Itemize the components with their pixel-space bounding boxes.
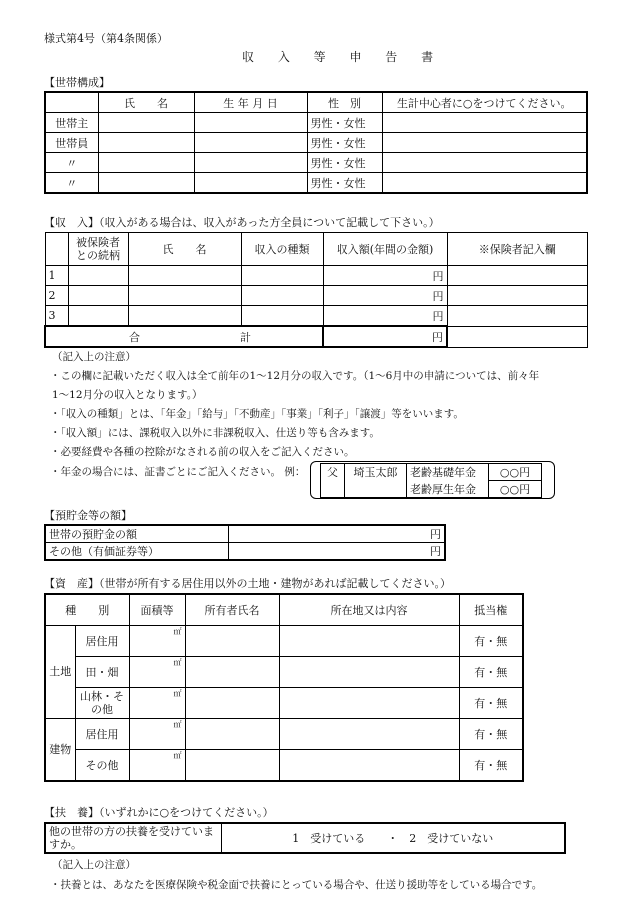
other-assets-label: その他（有価証券等） [45, 543, 228, 561]
header-gender: 性 別 [307, 92, 382, 113]
household-header-row [45, 92, 587, 113]
relationship-field[interactable] [68, 286, 128, 306]
household-table [44, 91, 588, 194]
insurer-field [447, 306, 588, 327]
area-field[interactable]: ㎡ [129, 719, 185, 750]
rel-cell: 世帯員 [45, 133, 98, 153]
table-row [45, 543, 445, 561]
header-name: 氏 名 [128, 233, 241, 266]
birth-field[interactable] [194, 113, 307, 133]
relationship-field[interactable] [68, 306, 128, 327]
header-insurer-column: ※保険者記入欄 [447, 233, 588, 266]
note-line: 1～12月分の収入となります。） [52, 389, 203, 401]
example-amount-2: ○○円 [489, 481, 542, 498]
birth-field[interactable] [194, 153, 307, 173]
asset-type: 山林・その他 [75, 688, 129, 719]
assets-heading [44, 575, 451, 591]
birth-field[interactable] [194, 133, 307, 153]
income-amount-field[interactable]: 円 [323, 306, 447, 327]
table-row [45, 657, 523, 688]
table-row [45, 266, 588, 286]
name-field[interactable] [98, 153, 194, 173]
income-heading-label: 【収 入】 [44, 216, 99, 229]
location-field[interactable] [279, 657, 459, 688]
income-type-field[interactable] [241, 286, 323, 306]
header-type: 種 別 [45, 594, 129, 626]
asset-type: 居住用 [75, 626, 129, 657]
name-field[interactable] [128, 286, 241, 306]
note-line: ・「収入額」には、課税収入以外に非課税収入、仕送り等も含みます。 [50, 427, 380, 439]
header-income-amount: 収入額(年間の金額) [323, 233, 447, 266]
header-relationship: 被保険者との続柄 [68, 233, 128, 266]
gender-choice[interactable]: 男性・女性 [307, 133, 382, 153]
note-line: ・「収入の種類」とは、「年金」「給与」「不動産」「事業」「利子」「譲渡」等をいいます。 [50, 408, 464, 420]
savings-heading: 【預貯金等の額】 [44, 509, 132, 522]
table-row [45, 525, 445, 543]
pension-example [320, 463, 542, 498]
total-label [45, 326, 323, 347]
name-field[interactable] [98, 173, 194, 194]
area-field[interactable]: ㎡ [129, 626, 185, 657]
note-line: ・年金の場合には、証書ごとにご記入ください。 例： [50, 466, 306, 478]
name-field[interactable] [98, 133, 194, 153]
asset-type: 田・畑 [75, 657, 129, 688]
income-header-row [45, 233, 588, 266]
mortgage-choice[interactable]: 有・無 [459, 688, 523, 719]
note-line: ・必要経費や各種の控除がなされる前の収入をご記入ください。 [50, 446, 355, 458]
income-table [44, 232, 588, 348]
location-field[interactable] [279, 750, 459, 782]
example-pension-2: 老齢厚生年金 [407, 481, 489, 498]
head-mark-field[interactable] [382, 153, 587, 173]
gender-choice[interactable]: 男性・女性 [307, 113, 382, 133]
total-row [45, 326, 588, 347]
notes-heading: （記入上の注意） [52, 859, 136, 871]
header-mortgage: 抵当権 [459, 594, 523, 626]
head-mark-field[interactable] [382, 113, 587, 133]
row-number: 1 [45, 266, 68, 286]
assets-header-row [45, 594, 523, 626]
building-label: 建物 [45, 719, 75, 782]
rel-cell: 〃 [45, 173, 98, 194]
support-heading-note: （いずれかに○をつけてください。） [99, 806, 274, 819]
gender-choice[interactable]: 男性・女性 [307, 173, 382, 194]
location-field[interactable] [279, 626, 459, 657]
support-choice[interactable]: 1 受けている ・ 2 受けていない [221, 823, 565, 853]
owner-field[interactable] [185, 750, 279, 782]
area-field[interactable]: ㎡ [129, 657, 185, 688]
rel-cell: 〃 [45, 153, 98, 173]
income-type-field[interactable] [241, 266, 323, 286]
table-row [45, 750, 523, 782]
total-label-2: 計 [240, 330, 251, 344]
insurer-field [447, 286, 588, 306]
asset-type: 居住用 [75, 719, 129, 750]
savings-label: 世帯の預貯金の額 [45, 525, 228, 543]
note-line: ・扶養とは、あなたを医療保険や税金面で扶養にとっている場合や、仕送り援助等をしている場合です。 [50, 879, 543, 891]
head-mark-field[interactable] [382, 173, 587, 194]
owner-field[interactable] [185, 657, 279, 688]
support-heading-label: 【扶 養】 [44, 806, 99, 819]
assets-heading-label: 【資 産】 [44, 577, 99, 590]
mortgage-choice[interactable]: 有・無 [459, 750, 523, 782]
owner-field[interactable] [185, 626, 279, 657]
savings-table [44, 524, 446, 561]
income-amount-field[interactable]: 円 [323, 266, 447, 286]
land-label: 土地 [45, 626, 75, 719]
assets-heading-note: （世帯が所有する居住用以外の土地・建物があれば記載してください。） [99, 577, 451, 590]
location-field[interactable] [279, 688, 459, 719]
mortgage-choice[interactable]: 有・無 [459, 657, 523, 688]
head-mark-field[interactable] [382, 133, 587, 153]
birth-field[interactable] [194, 173, 307, 194]
asset-type: その他 [75, 750, 129, 782]
income-heading [44, 214, 440, 230]
table-row [45, 153, 587, 173]
table-row [45, 626, 523, 657]
table-row [45, 719, 523, 750]
example-amount-1: ○○円 [489, 464, 542, 481]
note-line: ・この欄に記載いただく収入は全て前年の1～12月分の収入です。（1～6月中の申請については、前々年 [50, 370, 540, 382]
support-table [44, 822, 566, 854]
table-row [45, 286, 588, 306]
table-row [45, 113, 587, 133]
header-income-type: 収入の種類 [241, 233, 323, 266]
assets-table [44, 593, 524, 782]
name-field[interactable] [128, 266, 241, 286]
owner-field[interactable] [185, 688, 279, 719]
area-field[interactable]: ㎡ [129, 750, 185, 782]
table-row [45, 173, 587, 194]
total-label-1: 合 [129, 330, 140, 344]
insurer-field [447, 266, 588, 286]
area-field[interactable]: ㎡ [129, 688, 185, 719]
table-row [45, 688, 523, 719]
total-amount-field[interactable]: 円 [323, 326, 447, 347]
savings-amount-field[interactable]: 円 [228, 525, 445, 543]
gender-choice[interactable]: 男性・女性 [307, 153, 382, 173]
other-assets-amount-field[interactable]: 円 [228, 543, 445, 561]
rel-cell: 世帯主 [45, 113, 98, 133]
header-birth: 生 年 月 日 [194, 92, 307, 113]
header-name: 氏 名 [98, 92, 194, 113]
income-type-field[interactable] [241, 306, 323, 327]
table-row [45, 823, 565, 853]
household-heading: 【世帯構成】 [44, 76, 110, 89]
income-heading-note: （収入がある場合は、収入があった方全員について記載して下さい。） [99, 216, 440, 229]
header-head-mark: 生計中心者に○をつけてください。 [382, 92, 587, 113]
row-number: 3 [45, 306, 68, 327]
relationship-field[interactable] [68, 266, 128, 286]
notes-heading: （記入上の注意） [52, 351, 136, 363]
insurer-field [447, 326, 588, 347]
table-row [45, 306, 588, 327]
name-field[interactable] [128, 306, 241, 327]
support-question: 他の世帯の方の扶養を受けていますか。 [45, 823, 221, 853]
header-owner: 所有者氏名 [185, 594, 279, 626]
support-heading [44, 804, 274, 820]
example-pension-1: 老齢基礎年金 [407, 464, 489, 481]
form-number: 様式第4号（第4条関係） [44, 32, 168, 45]
row-number: 2 [45, 286, 68, 306]
owner-field[interactable] [185, 719, 279, 750]
header-area: 面積等 [129, 594, 185, 626]
page-title: 収 入 等 申 告 書 [242, 50, 444, 64]
mortgage-choice[interactable]: 有・無 [459, 719, 523, 750]
mortgage-choice[interactable]: 有・無 [459, 626, 523, 657]
income-amount-field[interactable]: 円 [323, 286, 447, 306]
name-field[interactable] [98, 113, 194, 133]
example-name: 埼玉太郎 [345, 464, 407, 498]
table-row [45, 133, 587, 153]
header-location: 所在地又は内容 [279, 594, 459, 626]
example-rel: 父 [321, 464, 345, 498]
location-field[interactable] [279, 719, 459, 750]
